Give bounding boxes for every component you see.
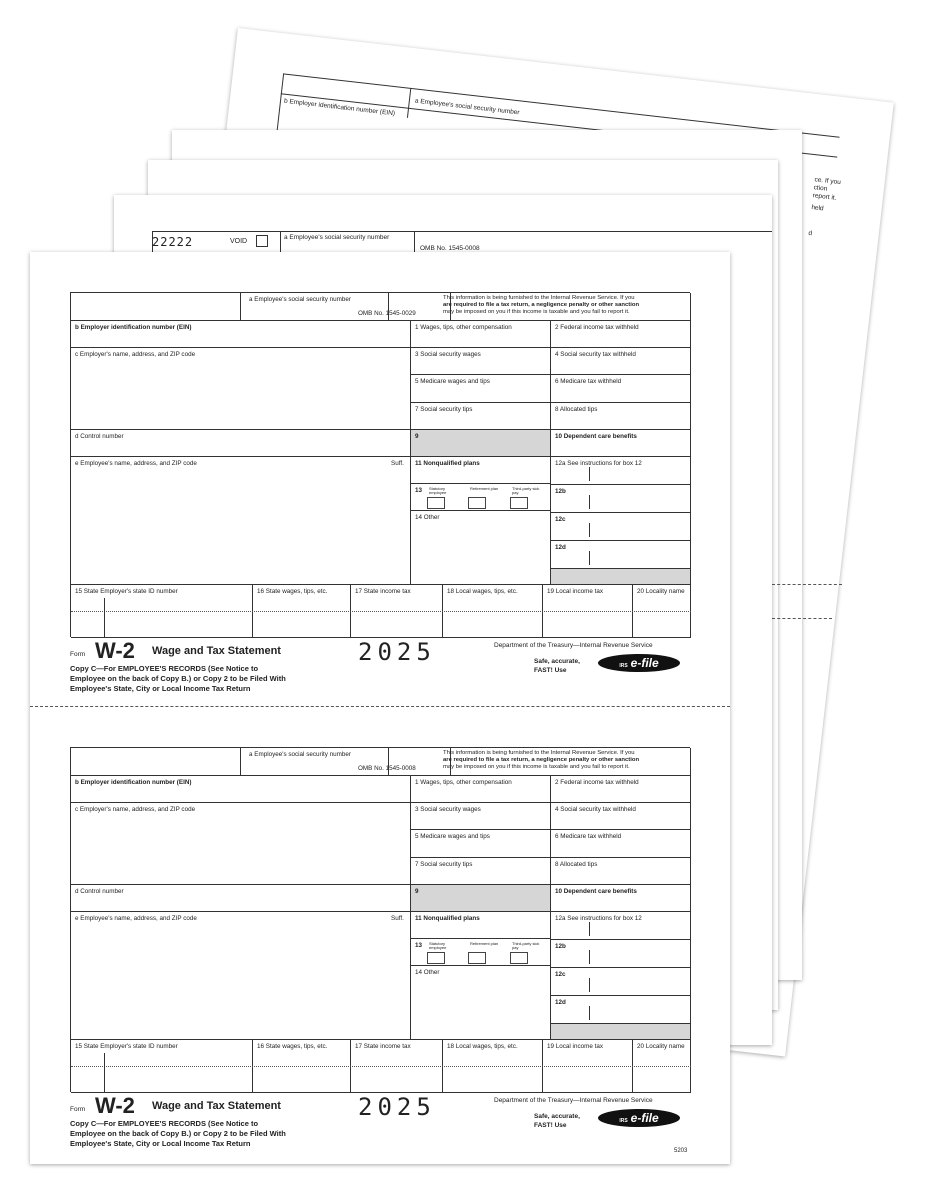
omb-number: OMB No. 1545-0029 — [358, 310, 416, 317]
copy-instructions-line: Employee on the back of Copy B.) or Copy 2 to be Filed With — [70, 1129, 286, 1138]
code-divider — [589, 922, 590, 936]
code-divider — [589, 551, 590, 565]
form-label: Form — [70, 651, 86, 658]
efile-logo-text: e-file — [630, 1111, 659, 1125]
perforation-line — [30, 706, 730, 707]
safe-accurate-label: Safe, accurate, — [534, 1113, 580, 1120]
field-ein[interactable]: b Employer identification number (EIN) — [71, 321, 411, 348]
box13-checkbox[interactable] — [510, 952, 528, 964]
field-box2[interactable]: 2 Federal income tax withheld — [551, 321, 691, 348]
field-box17[interactable]: 17 State income tax — [351, 585, 443, 638]
field-box8[interactable]: 8 Allocated tips — [551, 858, 691, 885]
form-code: 22222 — [152, 235, 194, 249]
form-cell — [71, 293, 241, 321]
box13-checkbox[interactable] — [468, 952, 486, 964]
field-employee-name[interactable]: e Employee's name, address, and ZIP code — [71, 457, 411, 585]
field-box5[interactable]: 5 Medicare wages and tips — [411, 830, 551, 858]
field-box12c[interactable]: 12c — [551, 513, 691, 541]
fast-use-label: FAST! Use — [534, 667, 567, 674]
irs-efile-logo-icon — [598, 1109, 680, 1127]
field-box13[interactable]: 13 — [411, 484, 551, 511]
form-cell — [551, 569, 691, 585]
field-employee-name[interactable]: e Employee's name, address, and ZIP code — [71, 912, 411, 1040]
field-ssn-label[interactable]: a Employee's social security number — [241, 748, 389, 776]
side-text: d — [808, 229, 813, 238]
copy-instructions-line: Employee on the back of Copy B.) or Copy 2 to be Filed With — [70, 674, 286, 683]
box13-option-label: Third-party sick pay — [512, 486, 540, 495]
field-box6[interactable]: 6 Medicare tax withheld — [551, 375, 691, 403]
copy-instructions-line: Copy C—For EMPLOYEE'S RECORDS (See Notice to — [70, 664, 259, 673]
form-label: Form — [70, 1106, 86, 1113]
field-box8[interactable]: 8 Allocated tips — [551, 403, 691, 430]
irs-logo-text: IRS — [619, 1118, 628, 1124]
field-control[interactable]: d Control number — [71, 430, 411, 457]
state-row-divider — [71, 1066, 691, 1067]
field-control[interactable]: d Control number — [71, 885, 411, 912]
field-box12d[interactable]: 12d — [551, 996, 691, 1024]
form-title: Wage and Tax Statement — [152, 1100, 281, 1112]
field-box14[interactable]: 14 Other — [411, 511, 551, 585]
rule — [283, 73, 840, 137]
state-code-divider — [104, 1053, 105, 1093]
field-box11[interactable]: 11 Nonqualified plans — [411, 912, 551, 939]
field-box1[interactable]: 1 Wages, tips, other compensation — [411, 776, 551, 803]
box13-checkbox[interactable] — [510, 497, 528, 509]
field-box12c[interactable]: 12c — [551, 968, 691, 996]
field-box9[interactable]: 9 — [411, 430, 551, 457]
w2-form-bottom — [70, 747, 720, 1153]
box13-checkbox[interactable] — [468, 497, 486, 509]
code-divider — [589, 523, 590, 537]
fast-use-label: FAST! Use — [534, 1122, 567, 1129]
box13-option-label: Third-party sick pay — [512, 941, 540, 950]
tax-year: 2025 — [358, 1093, 436, 1121]
ssn-label: a Employee's social security number — [284, 234, 390, 241]
box13-option-label: Statutory employee — [429, 941, 447, 950]
field-box4[interactable]: 4 Social security tax withheld — [551, 803, 691, 830]
irs-notice-line: are required to file a tax return, a negligence penalty or other sanction — [443, 302, 640, 308]
form-grid — [70, 292, 690, 637]
code-divider — [589, 950, 590, 964]
efile-logo-text: e-file — [630, 656, 659, 670]
field-box14[interactable]: 14 Other — [411, 966, 551, 1040]
state-row-divider — [71, 611, 691, 612]
form-code: 5203 — [674, 1148, 688, 1154]
irs-notice-line: are required to file a tax return, a negligence penalty or other sanction — [443, 757, 640, 763]
irs-notice-line: may be imposed on you if this income is taxable and you fail to report it. — [443, 764, 630, 770]
field-box3[interactable]: 3 Social security wages — [411, 348, 551, 375]
field-box12d[interactable]: 12d — [551, 541, 691, 569]
irs-notice-line: may be imposed on you if this income is taxable and you fail to report it. — [443, 309, 630, 315]
field-box3[interactable]: 3 Social security wages — [411, 803, 551, 830]
irs-notice-line: This information is being furnished to the Internal Revenue Service. If you — [443, 750, 635, 756]
ein-label: b Employer identification number (EIN) — [283, 97, 396, 118]
department-label: Department of the Treasury—Internal Revenue Service — [494, 642, 653, 649]
field-box12b[interactable]: 12b — [551, 940, 691, 968]
field-box12a[interactable]: 12a See instructions for box 12 — [551, 457, 691, 485]
irs-efile-logo-icon — [598, 654, 680, 672]
ssn-label: a Employee's social security number — [414, 97, 520, 117]
department-label: Department of the Treasury—Internal Revenue Service — [494, 1097, 653, 1104]
irs-notice-line: This information is being furnished to the Internal Revenue Service. If you — [443, 295, 635, 301]
void-label: VOID — [230, 238, 248, 245]
field-box19[interactable]: 19 Local income tax — [543, 1040, 633, 1093]
field-box7[interactable]: 7 Social security tips — [411, 403, 551, 430]
side-text: ce. If you — [814, 176, 842, 187]
field-box11[interactable]: 11 Nonqualified plans — [411, 457, 551, 484]
field-box19[interactable]: 19 Local income tax — [543, 585, 633, 638]
field-employer-name[interactable]: c Employer's name, address, and ZIP code — [71, 348, 411, 430]
field-box12b[interactable]: 12b — [551, 485, 691, 513]
field-box5[interactable]: 5 Medicare wages and tips — [411, 375, 551, 403]
field-box17[interactable]: 17 State income tax — [351, 1040, 443, 1093]
front-sheet — [30, 252, 730, 1164]
suffix-label: Suff. — [391, 460, 404, 467]
code-divider — [589, 495, 590, 509]
side-text: report it. — [812, 192, 837, 202]
tax-year: 2025 — [358, 638, 436, 666]
form-name: W-2 — [95, 1093, 135, 1118]
field-box13[interactable]: 13 — [411, 939, 551, 966]
form-cell — [71, 748, 241, 776]
field-box18[interactable]: 18 Local wages, tips, etc. — [443, 585, 543, 638]
suffix-label: Suff. — [391, 915, 404, 922]
field-box2[interactable]: 2 Federal income tax withheld — [551, 776, 691, 803]
form-cell — [551, 1024, 691, 1040]
field-box12a[interactable]: 12a See instructions for box 12 — [551, 912, 691, 940]
box13-option-label: Retirement plan — [470, 486, 499, 491]
field-box6[interactable]: 6 Medicare tax withheld — [551, 830, 691, 858]
perforation-line — [772, 584, 842, 585]
field-ssn-label[interactable]: a Employee's social security number — [241, 293, 389, 321]
w2-form-top — [70, 292, 720, 698]
field-box10[interactable]: 10 Dependent care benefits — [551, 885, 691, 912]
form-grid — [70, 747, 690, 1092]
field-box10[interactable]: 10 Dependent care benefits — [551, 430, 691, 457]
safe-accurate-label: Safe, accurate, — [534, 658, 580, 665]
copy-instructions-line: Employee's State, City or Local Income Tax Return — [70, 684, 251, 693]
rule — [152, 231, 772, 232]
field-box15[interactable]: 15 State Employer's state ID number — [71, 1040, 253, 1093]
box13-option-label: Statutory employee — [429, 486, 447, 495]
field-box7[interactable]: 7 Social security tips — [411, 858, 551, 885]
field-box16[interactable]: 16 State wages, tips, etc. — [253, 1040, 351, 1093]
copy-instructions-line: Copy C—For EMPLOYEE'S RECORDS (See Notice to — [70, 1119, 259, 1128]
field-box16[interactable]: 16 State wages, tips, etc. — [253, 585, 351, 638]
code-divider — [589, 467, 590, 481]
box13-checkbox[interactable] — [427, 497, 445, 509]
field-box1[interactable]: 1 Wages, tips, other compensation — [411, 321, 551, 348]
field-box18[interactable]: 18 Local wages, tips, etc. — [443, 1040, 543, 1093]
omb-number: OMB No. 1545-0008 — [420, 245, 480, 252]
state-code-divider — [104, 598, 105, 638]
code-divider — [589, 1006, 590, 1020]
irs-logo-text: IRS — [619, 663, 628, 669]
form-title: Wage and Tax Statement — [152, 645, 281, 657]
field-ein[interactable]: b Employer identification number (EIN) — [71, 776, 411, 803]
omb-number: OMB No. 1545-0008 — [358, 765, 416, 772]
box13-option-label: Retirement plan — [470, 941, 499, 946]
field-box9[interactable]: 9 — [411, 885, 551, 912]
rule — [407, 88, 411, 118]
void-checkbox[interactable] — [256, 235, 268, 247]
copy-instructions-line: Employee's State, City or Local Income Tax Return — [70, 1139, 251, 1148]
form-name: W-2 — [95, 638, 135, 663]
field-box4[interactable]: 4 Social security tax withheld — [551, 348, 691, 375]
perforation-line — [772, 618, 832, 619]
side-text: ction — [813, 184, 828, 193]
box13-checkbox[interactable] — [427, 952, 445, 964]
field-box20[interactable]: 20 Locality name — [633, 585, 691, 638]
field-employer-name[interactable]: c Employer's name, address, and ZIP code — [71, 803, 411, 885]
code-divider — [589, 978, 590, 992]
field-box20[interactable]: 20 Locality name — [633, 1040, 691, 1093]
field-box15[interactable]: 15 State Employer's state ID number — [71, 585, 253, 638]
side-text: held — [810, 204, 824, 213]
